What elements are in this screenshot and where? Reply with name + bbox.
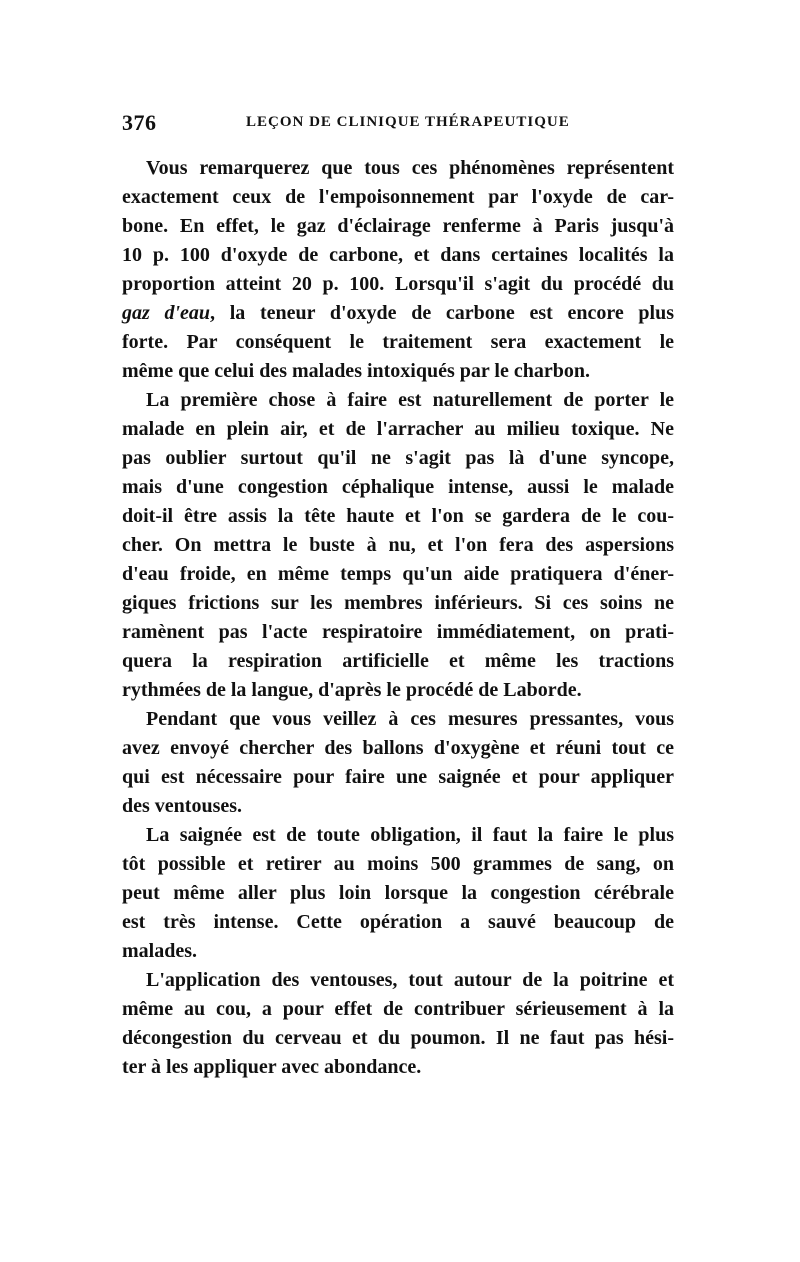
text-line: forte. Par conséquent le traitement sera exactement le: [122, 331, 674, 353]
text-line: L'application des ventouses, tout autour de la poitrine et: [146, 969, 674, 991]
text-line: doit-il être assis la tête haute et l'on se gardera de le cou-: [122, 505, 674, 527]
text-line: Vous remarquerez que tous ces phénomènes représentent: [146, 157, 674, 179]
text-line: La saignée est de toute obligation, il faut la faire le plus: [146, 824, 674, 846]
page-number: 376: [122, 110, 157, 135]
text-line: 10 p. 100 d'oxyde de carbone, et dans certaines localités la: [122, 244, 674, 266]
text-line: gaz d'eau, la teneur d'oxyde de carbone est encore plus: [122, 302, 674, 324]
text-line: même au cou, a pour effet de contribuer sérieusement à la: [122, 998, 674, 1020]
text-line: proportion atteint 20 p. 100. Lorsqu'il s'agit du procédé du: [122, 273, 674, 295]
text-line: mais d'une congestion céphalique intense, aussi le malade: [122, 476, 674, 498]
text-line: avez envoyé chercher des ballons d'oxygène et réuni tout ce: [122, 737, 674, 759]
text-line: pas oublier surtout qu'il ne s'agit pas là d'une syncope,: [122, 447, 674, 469]
running-head-title: LEÇON DE CLINIQUE THÉRAPEUTIQUE: [246, 114, 570, 130]
text-line: qui est nécessaire pour faire une saignée et pour appliquer: [122, 766, 674, 788]
text-line: cher. On mettra le buste à nu, et l'on fera des aspersions: [122, 534, 674, 556]
text-line: peut même aller plus loin lorsque la congestion cérébrale: [122, 882, 674, 904]
italic-term: gaz d'eau: [122, 302, 211, 324]
running-head: [122, 110, 674, 144]
body-text: [122, 154, 674, 1082]
text-line: tôt possible et retirer au moins 500 grammes de sang, on: [122, 853, 674, 875]
text-line: malades.: [122, 940, 197, 962]
text-line: ter à les appliquer avec abondance.: [122, 1056, 422, 1078]
text-line: exactement ceux de l'empoisonnement par l'oxyde de car-: [122, 186, 674, 208]
text-line: La première chose à faire est naturellement de porter le: [146, 389, 674, 411]
text-line: quera la respiration artificielle et même les tractions: [122, 650, 674, 672]
text-line: rythmées de la langue, d'après le procédé de Laborde.: [122, 679, 582, 701]
text-line: malade en plein air, et de l'arracher au milieu toxique. Ne: [122, 418, 674, 440]
text-line: giques frictions sur les membres inférieurs. Si ces soins ne: [122, 592, 674, 614]
text-line: est très intense. Cette opération a sauvé beaucoup de: [122, 911, 674, 933]
text-line: d'eau froide, en même temps qu'un aide pratiquera d'éner-: [122, 563, 674, 585]
text-line: Pendant que vous veillez à ces mesures pressantes, vous: [146, 708, 674, 730]
text-line: décongestion du cerveau et du poumon. Il ne faut pas hési-: [122, 1027, 674, 1049]
text-line: ramènent pas l'acte respiratoire immédiatement, on prati-: [122, 621, 674, 643]
text-line: bone. En effet, le gaz d'éclairage renferme à Paris jusqu'à: [122, 215, 674, 237]
text-line: des ventouses.: [122, 795, 243, 817]
text-line: même que celui des malades intoxiqués par le charbon.: [122, 360, 590, 382]
